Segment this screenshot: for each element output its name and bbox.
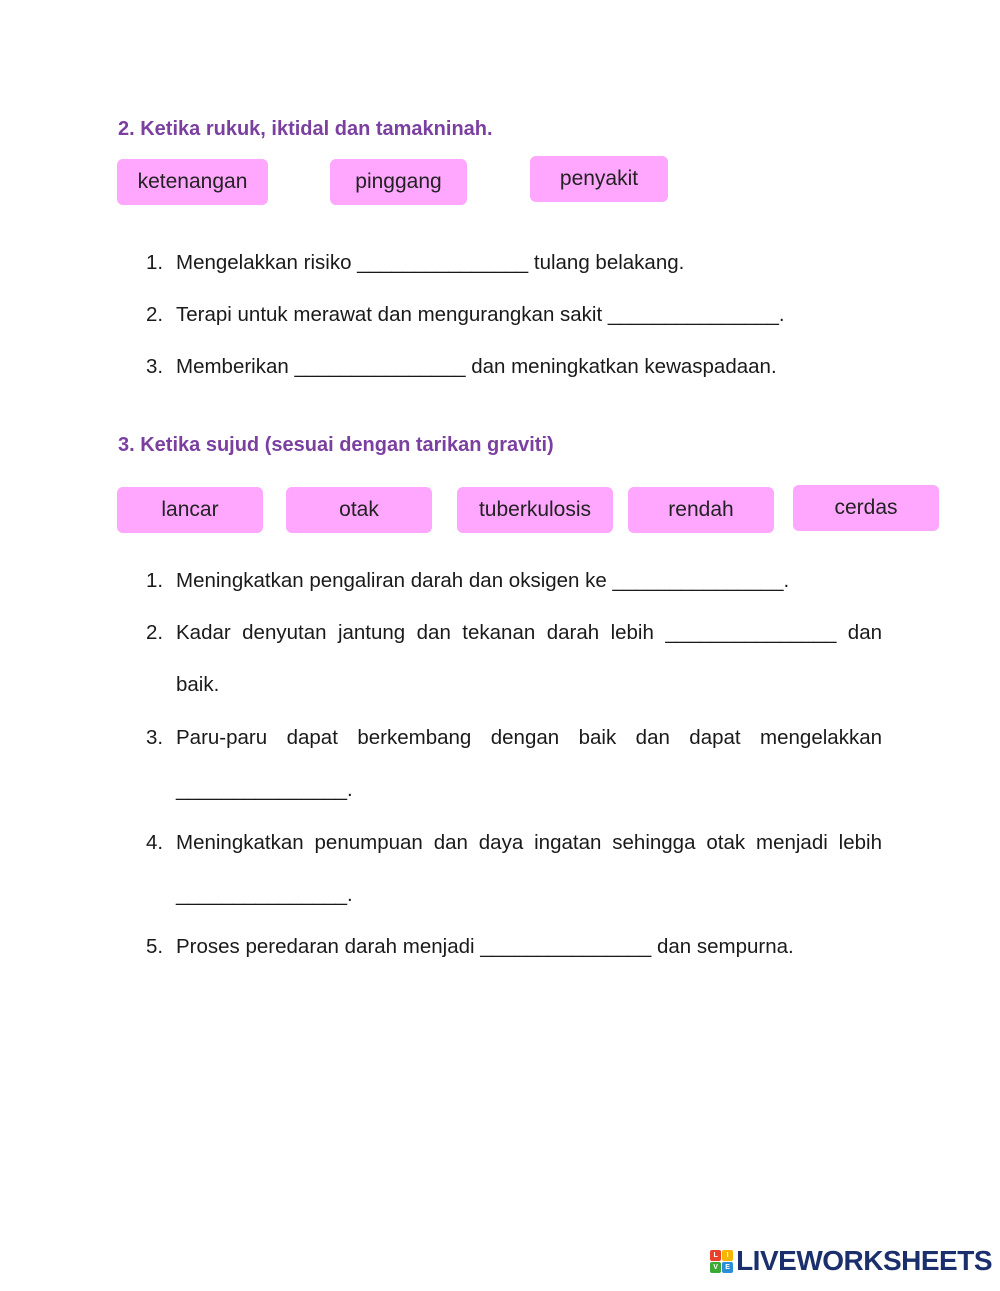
question-number: 1. [146, 251, 164, 274]
question-number: 2. [146, 303, 164, 326]
answer-chip-ketenangan[interactable]: ketenangan [117, 159, 268, 205]
logo-letter: L [710, 1250, 721, 1261]
section3-question-3 [146, 712, 882, 816]
answer-chip-penyakit[interactable]: penyakit [530, 156, 668, 202]
section3-question-2 [146, 607, 882, 711]
logo-letter: I [722, 1250, 733, 1261]
question-number: 3. [146, 355, 164, 378]
question-number: 2. [146, 621, 164, 644]
question-text: Meningkatkan penumpuan dan daya ingatan sehingga otak menjadi lebih _______________. [176, 831, 882, 906]
section2-question-1 [146, 237, 882, 289]
answer-chip-cerdas[interactable]: cerdas [793, 485, 939, 531]
question-number: 4. [146, 831, 164, 854]
liveworksheets-logo[interactable] [710, 1245, 992, 1277]
section3-question-5 [146, 921, 882, 973]
question-text: Kadar denyutan jantung dan tekanan darah lebih _______________ dan baik. [176, 621, 882, 696]
question-text: Meningkatkan pengaliran darah dan oksigen ke _______________. [176, 569, 790, 592]
logo-letter: V [710, 1262, 721, 1273]
answer-chip-lancar[interactable]: lancar [117, 487, 263, 533]
question-number: 5. [146, 935, 164, 958]
brand-name: LIVEWORKSHEETS [736, 1245, 992, 1276]
question-text: Memberikan _______________ dan meningkatkan kewaspadaan. [176, 355, 777, 378]
logo-letter: E [722, 1262, 733, 1273]
section2-question-2 [146, 289, 882, 341]
logo-mark-icon [710, 1250, 733, 1273]
answer-chip-rendah[interactable]: rendah [628, 487, 774, 533]
question-text: Proses peredaran darah menjadi _______________ dan sempurna. [176, 935, 794, 958]
question-text: Terapi untuk merawat dan mengurangkan sakit _______________. [176, 303, 785, 326]
section3-question-1 [146, 555, 882, 607]
question-text: Mengelakkan risiko _______________ tulang belakang. [176, 251, 685, 274]
section2-question-3 [146, 341, 882, 393]
question-number: 1. [146, 569, 164, 592]
section3-question-4 [146, 817, 882, 921]
answer-chip-tuberkulosis[interactable]: tuberkulosis [457, 487, 613, 533]
section2-heading: 2. Ketika rukuk, iktidal dan tamakninah. [118, 118, 493, 140]
section3-heading: 3. Ketika sujud (sesuai dengan tarikan graviti) [118, 434, 554, 456]
question-text: Paru-paru dapat berkembang dengan baik dan dapat mengelakkan _______________. [176, 726, 882, 801]
answer-chip-pinggang[interactable]: pinggang [330, 159, 467, 205]
question-number: 3. [146, 726, 164, 749]
answer-chip-otak[interactable]: otak [286, 487, 432, 533]
